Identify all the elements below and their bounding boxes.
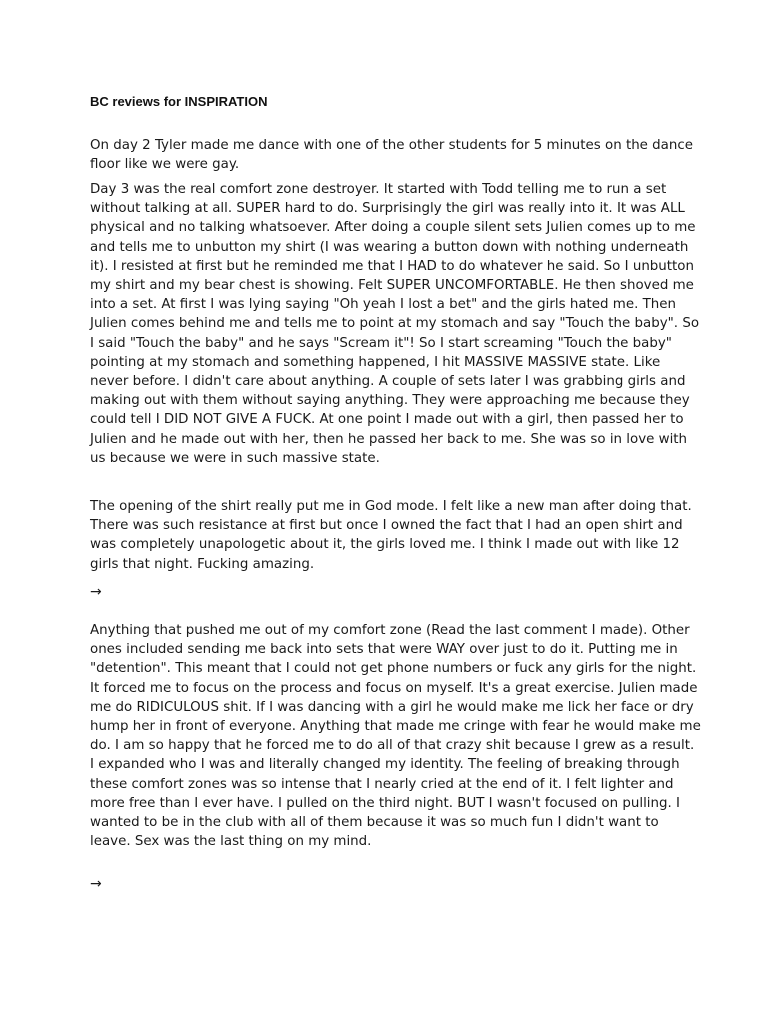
arrow-separator-icon: → — [90, 584, 102, 600]
paragraph-god-mode: The opening of the shirt really put me in God mode. I felt like a new man after doing that. There was such resistance at first but once I owned the fact that I had an open shirt and was completely unapologetic about it, the girls loved me. I think I made out with like 12 girls that night. Fucking amazing. — [90, 499, 692, 572]
paragraph-day-3: Day 3 was the real comfort zone destroyer. It started with Todd telling me to run a set without talking at all. SUPER hard to do. Surprisingly the girl was really into it. It was ALL physical and no talking whatsoever. After doing a couple silent sets Julien comes up to me and tells me to unbutton my shirt (I was wearing a button down with nothing underneath it). I resisted at first but he reminded me that I HAD to do whatever he said. So I unbutton my shirt and my bear chest is showing. Felt SUPER UNCOMFORTABLE. He then shoved me into a set. At first I was lying saying "Oh yeah I lost a bet" and the girls hated me. Then Julien comes behind me and tells me to point at my stomach and say "Touch the baby". So I said "Touch the baby" and he says "Scream it"! So I start screaming "Touch the baby" pointing at my stomach and something happened, I hit MASSIVE MASSIVE state. Like never before. I didn't care about anything. A couple of sets later I was grabbing girls and making out with them without saying anything. They were approaching me because they could tell I DID NOT GIVE A FUCK. At one point I made out with a girl, then passed her to Julien and he made out with her, then he passed her back to me. She was so in love with us because we were in such massive state. — [90, 182, 700, 466]
document-title: BC reviews for INSPIRATION — [90, 94, 268, 109]
arrow-separator-icon: → — [90, 876, 102, 892]
paragraph-day-2: On day 2 Tyler made me dance with one of the other students for 5 minutes on the dance floor like we were gay. — [90, 138, 693, 173]
paragraph-comfort-zone: Anything that pushed me out of my comfort zone (Read the last comment I made). Other ones included sending me back into sets that were WAY over just to do it. Putting me in "detention". This meant that I could not get phone numbers or fuck any girls for the night. It forced me to focus on the process and focus on myself. It's a great exercise. Julien made me do RIDICULOUS shit. If I was dancing with a girl he would make me lick her face or dry hump her in front of everyone. Anything that made me cringe with fear he would make me do. I am so happy that he forced me to do all of that crazy shit because I grew as a result. I expanded who I was and literally changed my identity. The feeling of breaking through these comfort zones was so intense that I nearly cried at the end of it. I felt lighter and more free than I ever have. I pulled on the third night. BUT I wasn't focused on pulling. I wanted to be in the club with all of them because it was so much fun I didn't want to leave. Sex was the last thing on my mind. — [90, 623, 701, 850]
